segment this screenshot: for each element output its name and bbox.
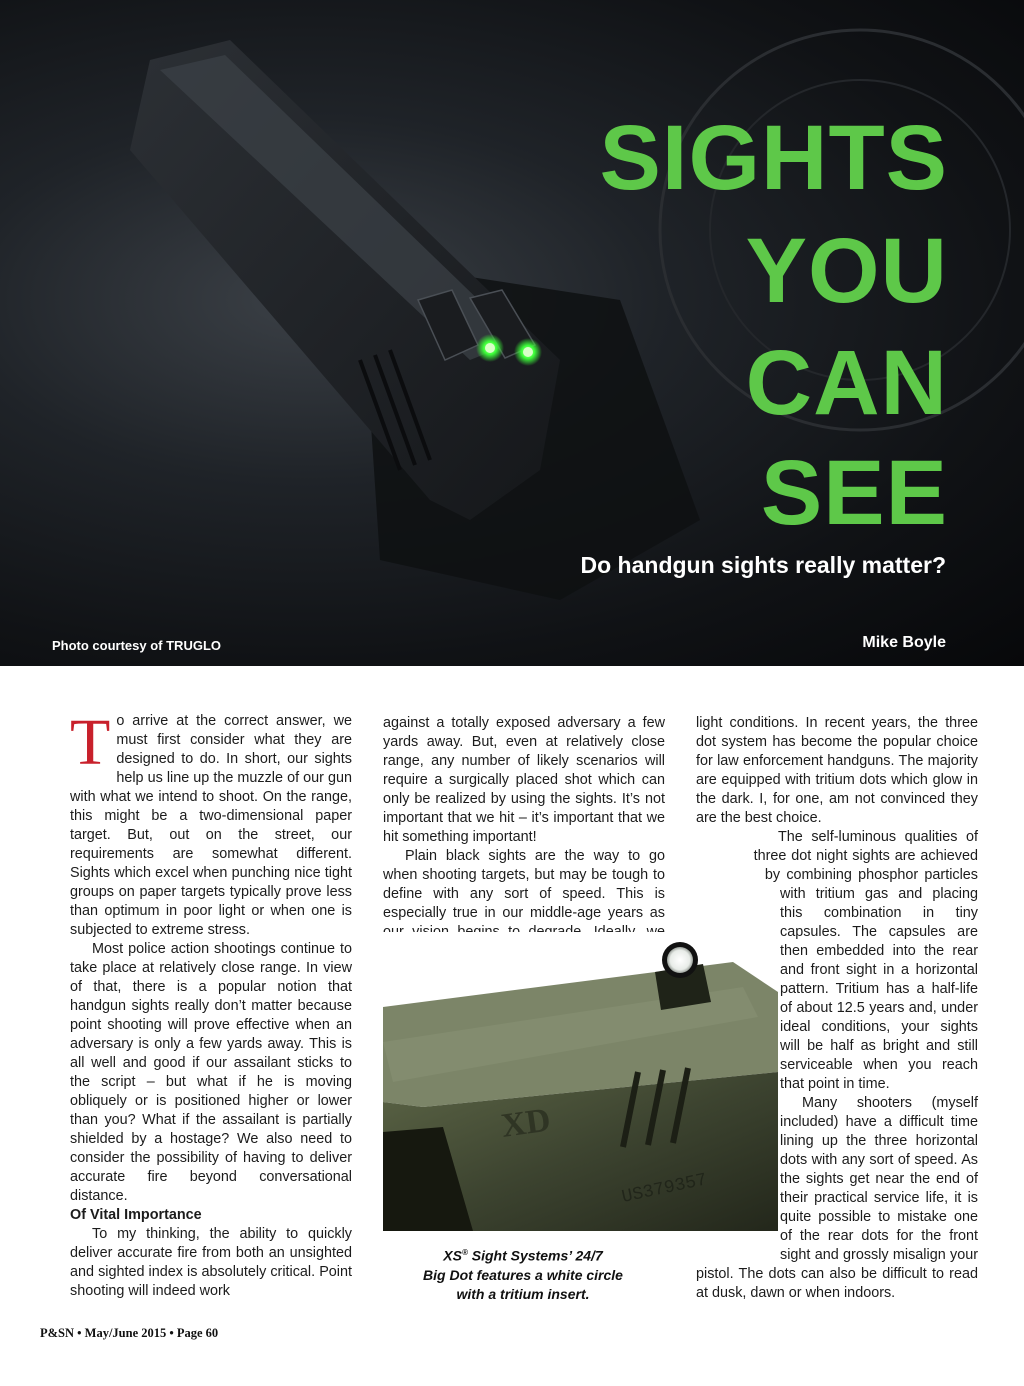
photo-wrap-spacer	[696, 828, 780, 1253]
slide-marking: XD	[498, 1101, 553, 1145]
author-byline: Mike Boyle	[862, 634, 946, 651]
article-subtitle: Do handgun sights really matter?	[580, 552, 946, 578]
article-title-line-2: YOU	[745, 220, 948, 322]
article-column-3	[696, 714, 978, 1303]
page-footer: P&SN • May/June 2015 • Page 60	[40, 1326, 219, 1340]
paragraph: o arrive at the correct answer, we must first consider what they are designed to do. In short, our sights help us line up the muzzle of our gun with what we intend to shoot. On the range, this might be a two-dimensional paper target. But, out on the street, our requirements are somewhat different. Sights which excel when punching nice tight groups on paper targets typically prove less than optimum in poor light or when one is subjected to extreme stress.	[70, 713, 352, 938]
registered-mark: ®	[461, 1248, 468, 1257]
drop-cap: T	[70, 706, 111, 779]
paragraph: Many shooters (myself included) have a difficult time lining up the three horizontal dots with any sort of speed. As the sights get near the end of their practical service life, it is quite possible to mistake one of the rear dots for the front sight and grossly misalign your pistol. The dots can also be difficult to read at dusk, dawn or when indoors.	[696, 1095, 978, 1301]
hero-photo	[0, 0, 1024, 666]
paragraph: The self-luminous qualities of three dot night sights are achieved by combining phosphor particles with tritium gas and placing this combination in tiny capsules. The capsules are then embedded into the rear and front sight in a horizontal pattern. Tritium has a half-life of about 12.5 years and, under ideal conditions, your sights will be half as bright and still serviceable when you reach that point in time.	[753, 829, 978, 1092]
article-column-1	[70, 706, 352, 1301]
paragraph: against a totally exposed adversary a few yards away. But, even at relatively close range, any number of likely scenarios will require a surgically placed shot which can only be realized by using the sights. It’s not important that we hit – it’s important that we hit something important!	[383, 715, 665, 845]
caption-line-1: Sight Systems’ 24/7	[467, 1247, 603, 1264]
article-title-line-1: SIGHTS	[599, 107, 948, 209]
paragraph: To my thinking, the ability to quickly deliver accurate fire from both an unsighted and sighted index is absolutely critical. Point shooting will indeed work	[70, 1226, 352, 1299]
article-title-line-3: CAN	[745, 332, 948, 434]
paragraph: light conditions. In recent years, the three dot system has become the popular choice for law enforcement handguns. The majority are equipped with tritium dots which glow in the dark. I, for one, am not convinced they are the best choice.	[696, 715, 978, 826]
caption-line-3: with a tritium insert.	[456, 1285, 590, 1302]
paragraph: Most police action shootings continue to take place at relatively close range. In view of that, there is a popular notion that handgun sights really don’t matter because point shooting will prove effective when an adversary is only a few yards away. This is all well and good if our assailant sticks to the script – but what if he is moving obliquely or is positioned higher or lower than you? What if the assailant is partially shielded by a hostage? We also need to consider the possibility of having to deliver accurate fire beyond conversational distance.	[70, 941, 352, 1204]
caption-brand: XS	[443, 1247, 462, 1264]
caption-line-2: Big Dot features a white circle	[423, 1266, 623, 1283]
serial-number: US379357	[620, 1170, 709, 1208]
section-subhead: Of Vital Importance	[70, 1207, 202, 1223]
photo-credit: Photo courtesy of TRUGLO	[52, 638, 221, 653]
article-title-line-4: SEE	[760, 442, 948, 544]
paragraph: Plain black sights are the way to go when shooting targets, but may be tough to define with any sort of speed. This is especially true in our middle-age years as	[383, 848, 665, 921]
photo-caption	[398, 1243, 648, 1304]
